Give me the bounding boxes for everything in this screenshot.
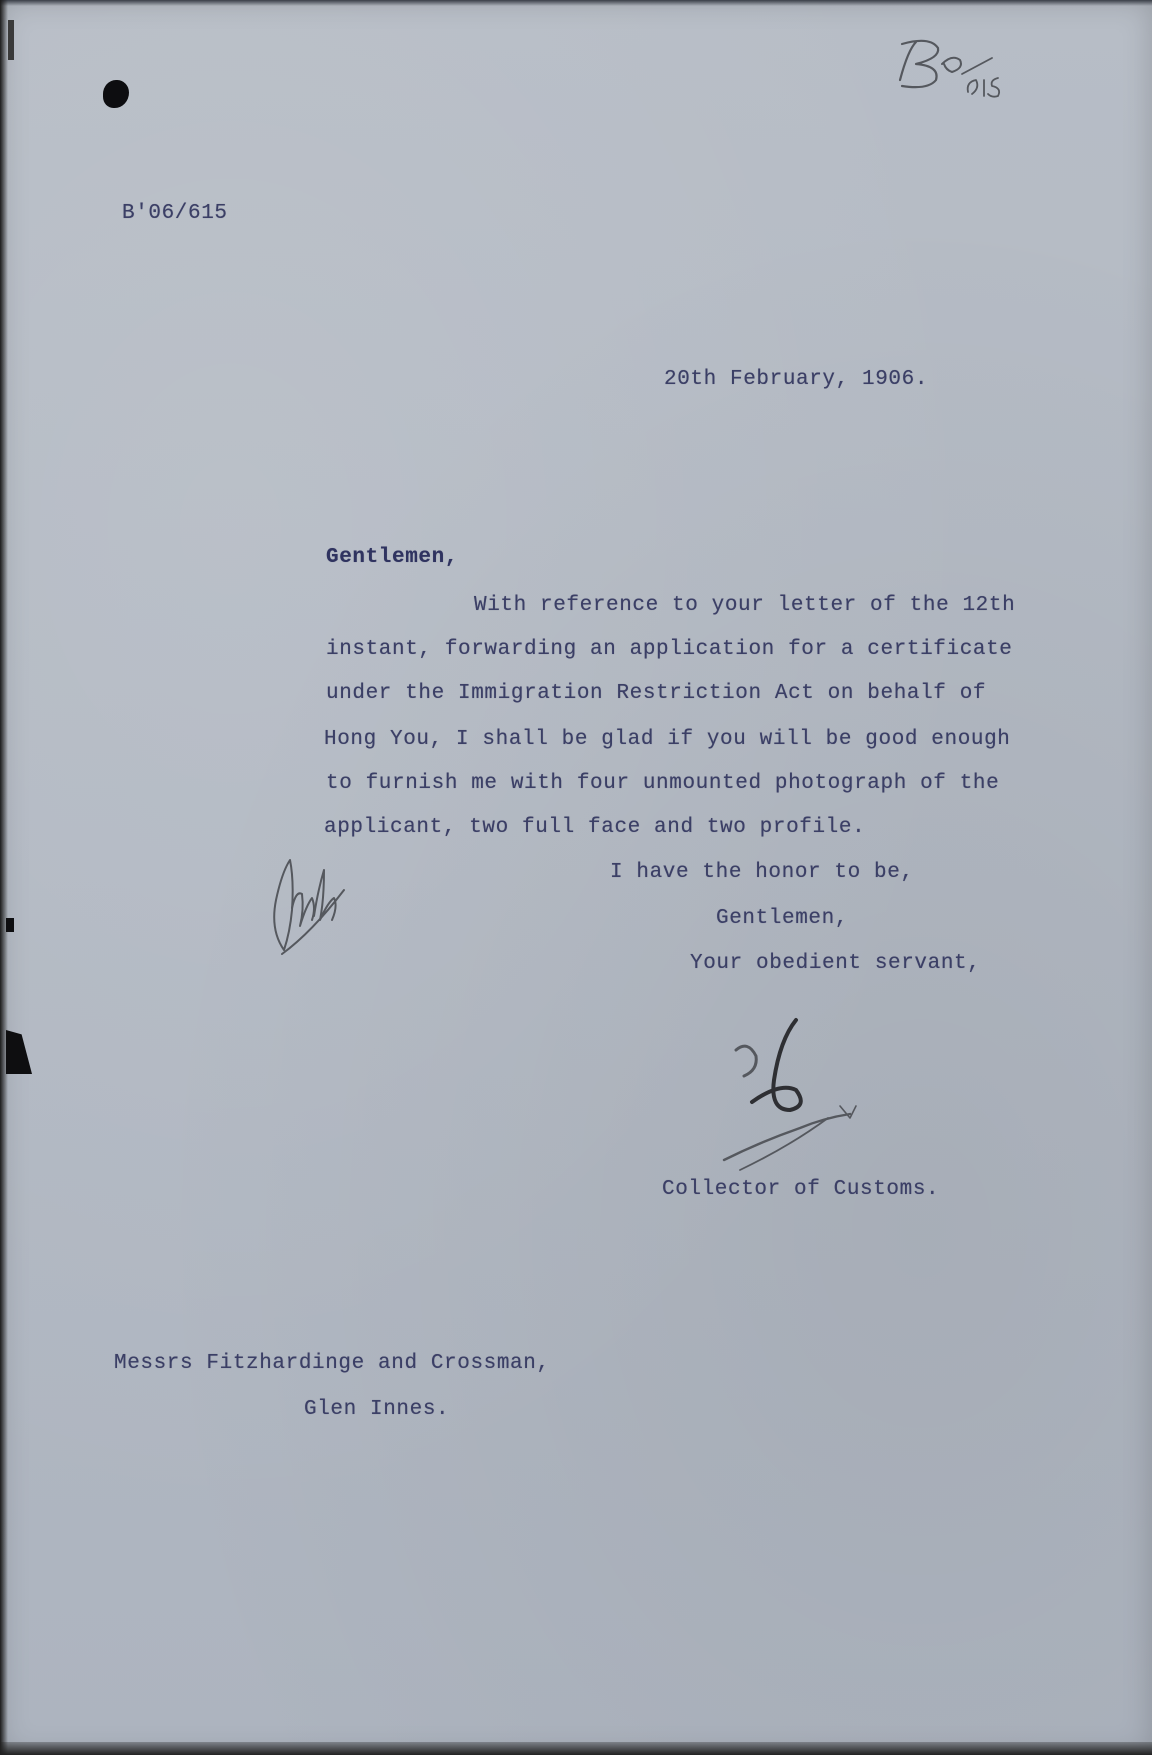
pencil-annotation — [880, 30, 1020, 105]
left-edge-shadow — [0, 0, 8, 1755]
body-line: under the Immigration Restriction Act on behalf of — [326, 682, 987, 705]
margin-tear-mark — [6, 1030, 32, 1074]
body-line: With reference to your letter of the 12th — [474, 594, 1016, 617]
bottom-edge-shadow — [0, 1742, 1152, 1755]
closing-line: I have the honor to be, — [610, 861, 914, 884]
body-line: Hong You, I shall be glad if you will be good enough — [324, 728, 1011, 751]
signatory-title: Collector of Customs. — [662, 1178, 940, 1201]
addressee-place: Glen Innes. — [304, 1398, 450, 1421]
file-reference: B'06/615 — [122, 202, 228, 225]
margin-edge-mark — [8, 20, 14, 60]
addressee-name: Messrs Fitzhardinge and Crossman, — [114, 1352, 550, 1375]
signature-mark — [700, 1010, 870, 1180]
margin-dot — [6, 918, 14, 932]
initials-mark — [262, 850, 352, 960]
punch-hole — [103, 80, 129, 108]
letter-date: 20th February, 1906. — [664, 368, 929, 391]
body-line: to furnish me with four unmounted photograph of the — [326, 772, 1000, 795]
body-line: applicant, two full face and two profile. — [324, 816, 866, 839]
body-line: instant, forwarding an application for a certificate — [326, 638, 1013, 661]
salutation: Gentlemen, — [326, 546, 459, 569]
closing-line: Your obedient servant, — [690, 952, 981, 975]
top-edge-shadow — [0, 0, 1152, 6]
closing-line: Gentlemen, — [716, 907, 849, 930]
